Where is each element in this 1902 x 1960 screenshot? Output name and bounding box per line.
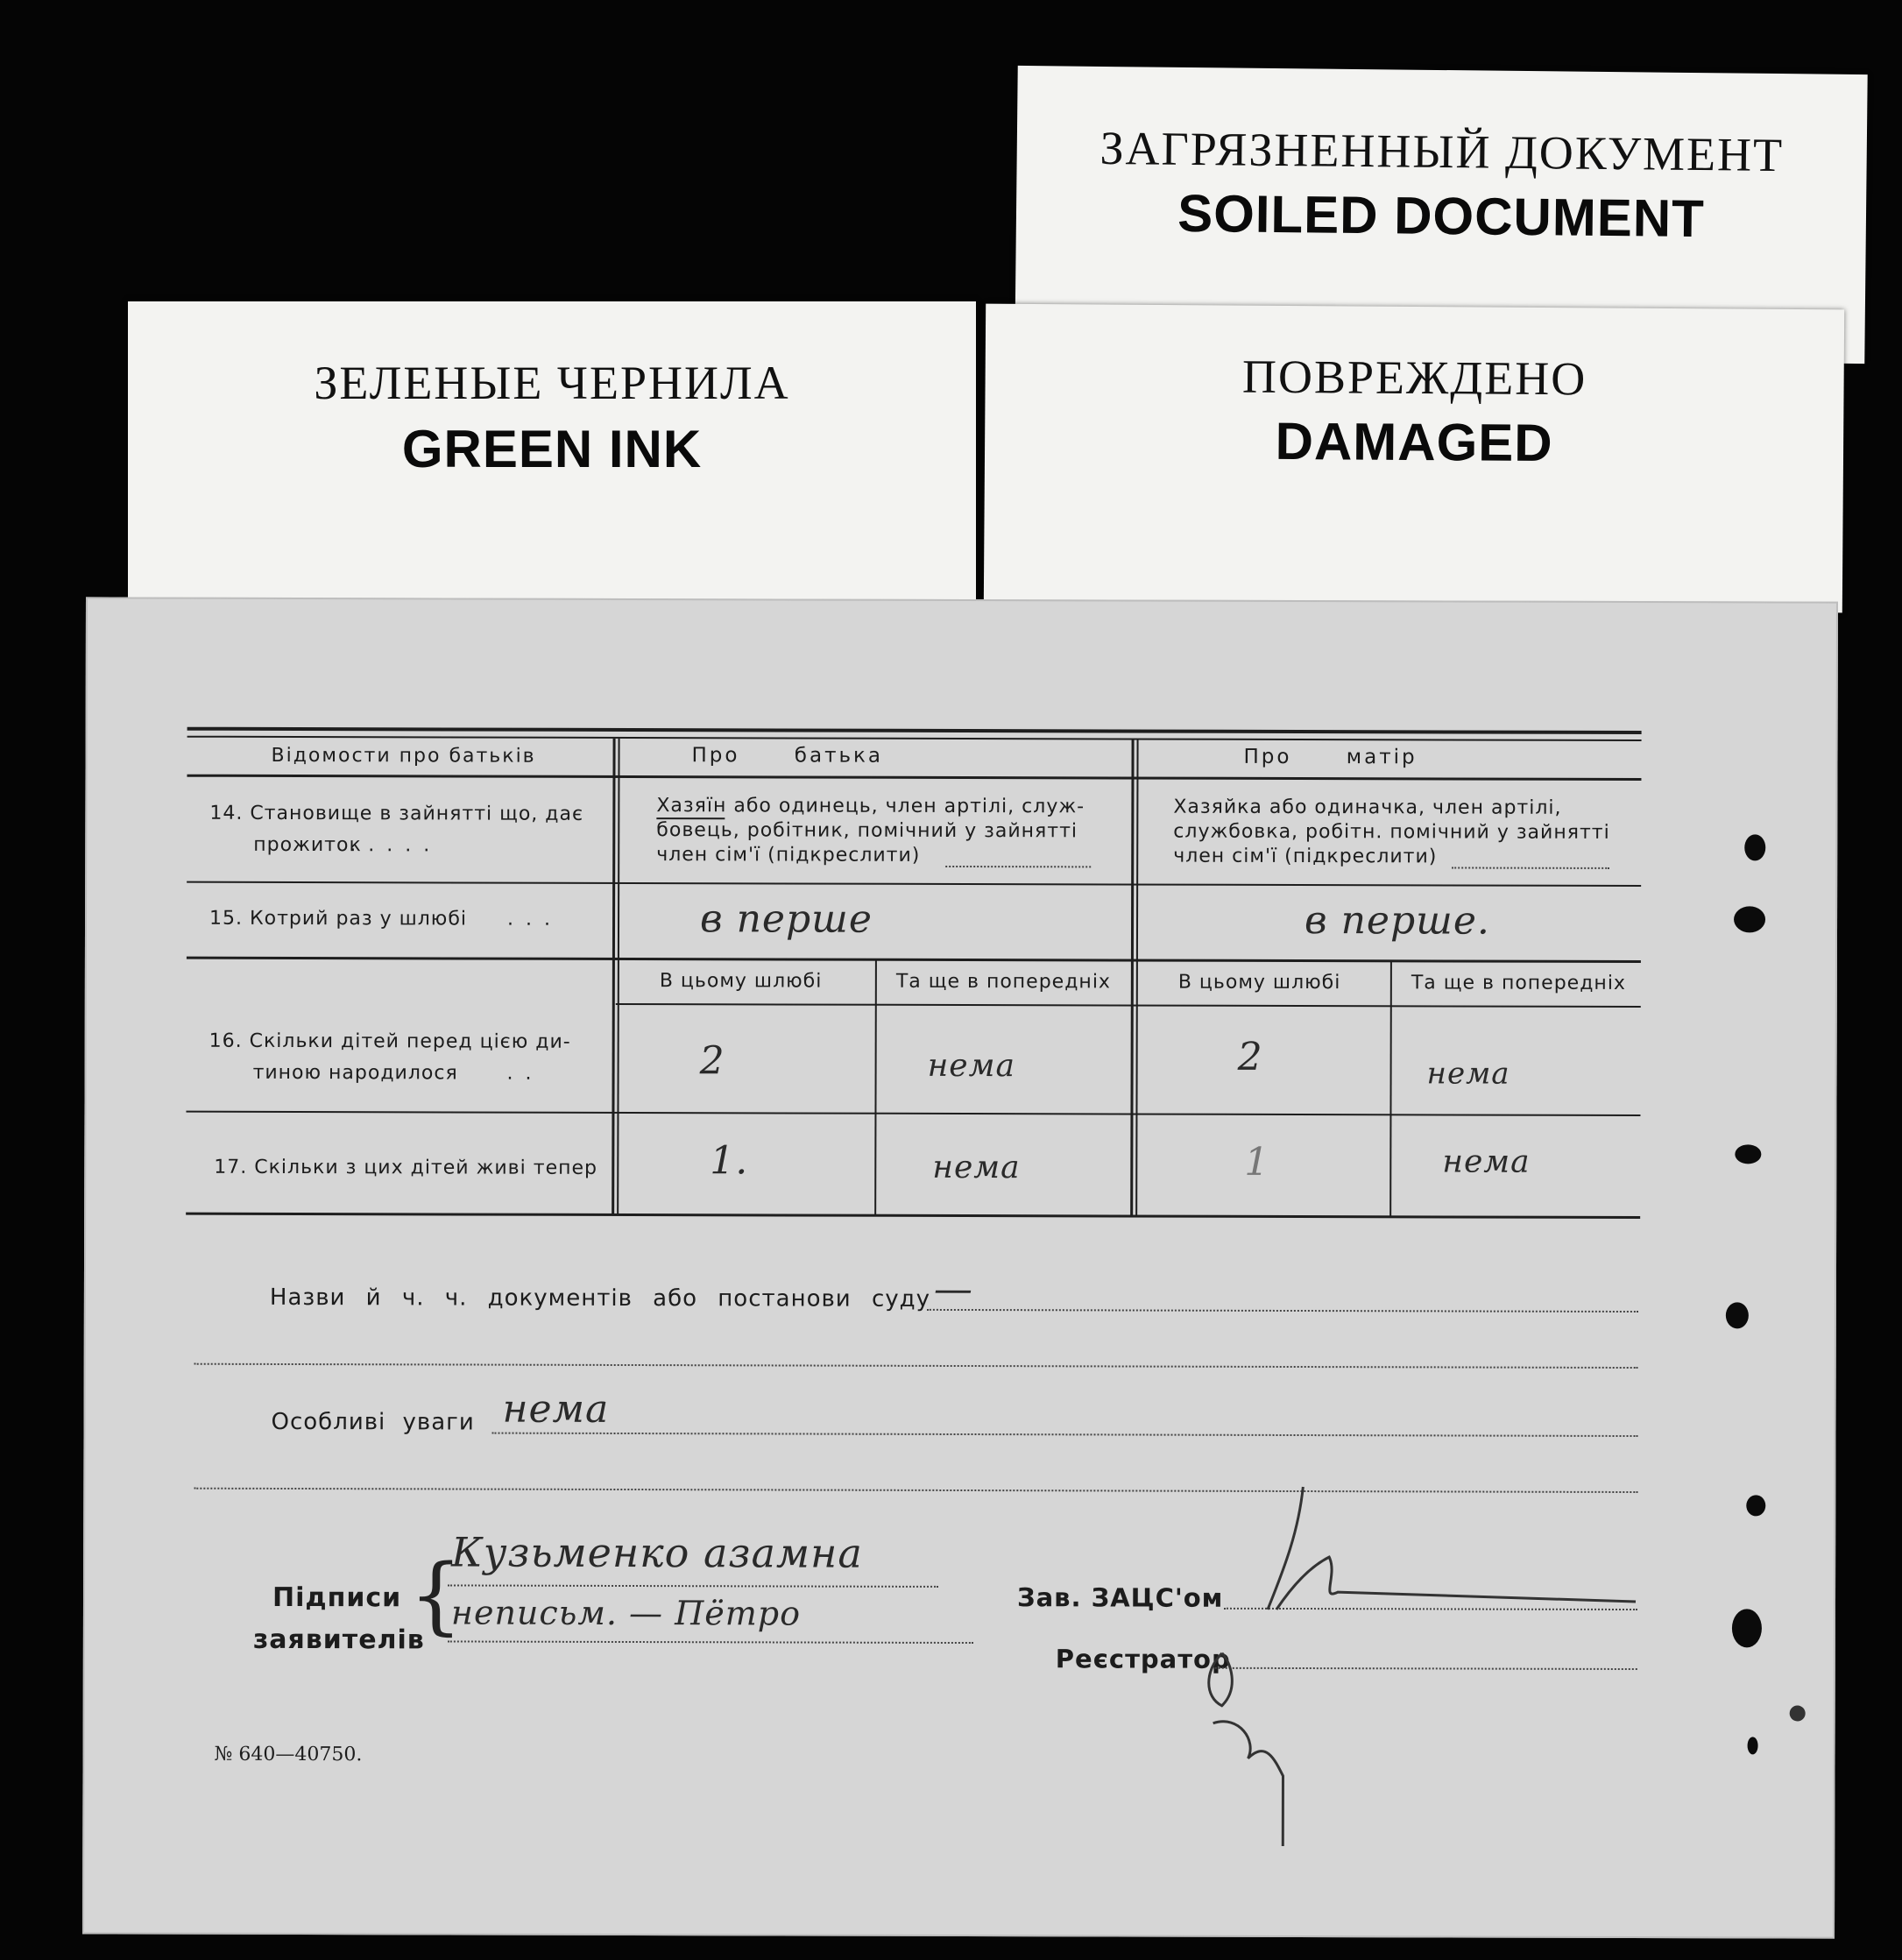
row16-label-line1: 16. Скільки дітей перед цією ди-	[209, 1030, 571, 1053]
documents-dotline	[927, 1309, 1638, 1313]
row14-mother-dotline	[1452, 867, 1609, 868]
table-bottom-rule	[186, 1213, 1640, 1219]
signatures-dotline-1	[448, 1584, 938, 1587]
row14-mother-line3: член сім'ї (підкреслити)	[1173, 845, 1438, 868]
row15-label: 15. Котрий раз у шлюбі	[209, 907, 468, 930]
row14-father-line3: член сім'ї (підкреслити)	[656, 844, 921, 867]
binder-hole-mark	[1744, 834, 1765, 860]
remarks-dotline	[492, 1433, 1638, 1437]
binder-hole-mark	[1735, 1144, 1761, 1164]
binder-hole-mark	[1790, 1705, 1806, 1721]
header-mother: Про матір	[1243, 745, 1418, 769]
row16-label-line2: тиною народилося	[252, 1061, 458, 1085]
row17-father-this: 1.	[710, 1138, 749, 1184]
row14-father-line1: Хазяїн або одинець, член артілі, служ-	[656, 795, 1085, 818]
row16-father-this: 2	[699, 1038, 725, 1084]
head-label: Зав. ЗАЦС'ом	[1016, 1582, 1224, 1613]
damaged-label-russian: ПОВРЕЖДЕНО	[1241, 350, 1587, 406]
col-divider-father-sub	[874, 960, 877, 1216]
subheader-father-this: В цьому шлюбі	[659, 970, 823, 993]
row14-label-line2: прожиток	[253, 833, 362, 857]
registrar-label: Реєстратор	[1055, 1644, 1231, 1674]
binder-hole-mark	[1734, 906, 1765, 932]
row14-father-line2: бовець, робітник, помічний у зайнятті	[656, 819, 1078, 843]
row17-mother-previous: нема	[1442, 1143, 1531, 1180]
binder-hole-mark	[1746, 1495, 1765, 1516]
row14-father-underline	[656, 817, 725, 819]
signatures-dotline-2	[448, 1640, 973, 1644]
subheader-bottom-rule	[616, 1003, 1641, 1008]
documents-value: —	[933, 1266, 974, 1313]
signatures-value-line1: Кузьменко азамна	[451, 1528, 863, 1577]
row16-bottom-rule	[186, 1111, 1640, 1116]
col-divider-1	[612, 739, 615, 1215]
row14-bottom-rule	[187, 881, 1641, 887]
form-number: № 640—40750.	[214, 1743, 363, 1766]
row15-mother-value: в перше.	[1304, 898, 1490, 944]
row14-mother-line2: службовка, робітн. помічний у зайнятті	[1173, 820, 1610, 844]
row14-label-line1: 14. Становище в зайнятті що, дає	[209, 802, 584, 825]
binder-hole-mark	[1732, 1609, 1762, 1647]
remarks-value: нема	[502, 1386, 610, 1432]
documents-dotline-2	[194, 1363, 1638, 1369]
table-top-rule	[187, 727, 1642, 734]
col-divider-1b	[617, 739, 619, 1215]
green-label-english: GREEN INK	[401, 420, 703, 478]
damaged-label	[984, 304, 1844, 613]
subheader-mother-previous: Та ще в попередніх	[1411, 972, 1627, 994]
col-divider-2	[1130, 740, 1134, 1217]
registrar-signature-scrawl	[1195, 1636, 1371, 1856]
green-ink-label	[128, 301, 976, 610]
signatures-value-line2: неписьм. — Пётро	[450, 1593, 802, 1633]
row17-label: 17. Скільки з цих дітей живі тепер	[214, 1156, 598, 1179]
row17-father-previous: нема	[932, 1149, 1021, 1186]
subheader-mother-this: В цьому шлюбі	[1177, 971, 1341, 994]
green-label-russian: ЗЕЛЕНЫЕ ЧЕРНИЛА	[314, 357, 790, 409]
registry-form-sheet	[82, 597, 1838, 1938]
header-bottom-rule	[187, 775, 1641, 781]
documents-label: Назви й ч. ч. документів або постанови суду	[269, 1284, 931, 1313]
signatures-brace-top: {	[408, 1546, 463, 1645]
row15-bottom-rule	[187, 957, 1641, 963]
row14-label-dots: .....	[350, 834, 442, 857]
row14-mother-line1: Хазяйка або одиначка, член артілі,	[1173, 796, 1562, 819]
signatures-label-line2: заявителів	[252, 1624, 425, 1656]
row16-label-dots: ..	[506, 1062, 544, 1085]
row16-mother-this: 2	[1237, 1034, 1263, 1079]
soiled-label-russian: ЗАГРЯЗНЕННЫЙ ДОКУМЕНТ	[1099, 121, 1785, 182]
damaged-label-english: DAMAGED	[1275, 411, 1553, 473]
subheader-father-previous: Та ще в попередніх	[895, 970, 1112, 994]
header-parents-info: Відомости про батьків	[271, 744, 536, 768]
binder-hole-mark	[1726, 1302, 1749, 1328]
remarks-label: Особливі уваги	[271, 1408, 475, 1436]
col-divider-2b	[1135, 740, 1138, 1217]
row16-mother-previous: нема	[1426, 1056, 1510, 1092]
signatures-label-line1: Підписи	[272, 1581, 402, 1614]
table-top-rule-thin	[187, 736, 1642, 741]
row15-label-dots: ...	[507, 908, 563, 930]
row17-mother-this: 1	[1244, 1139, 1270, 1185]
row16-father-previous: нема	[927, 1047, 1015, 1085]
row14-father-dotline	[945, 866, 1091, 867]
col-divider-mother-sub	[1389, 961, 1392, 1217]
soiled-label-english: SOILED DOCUMENT	[1177, 183, 1706, 249]
binder-hole-mark	[1748, 1737, 1758, 1754]
header-father: Про батька	[691, 744, 884, 768]
row15-father-value: в перше	[699, 896, 873, 942]
